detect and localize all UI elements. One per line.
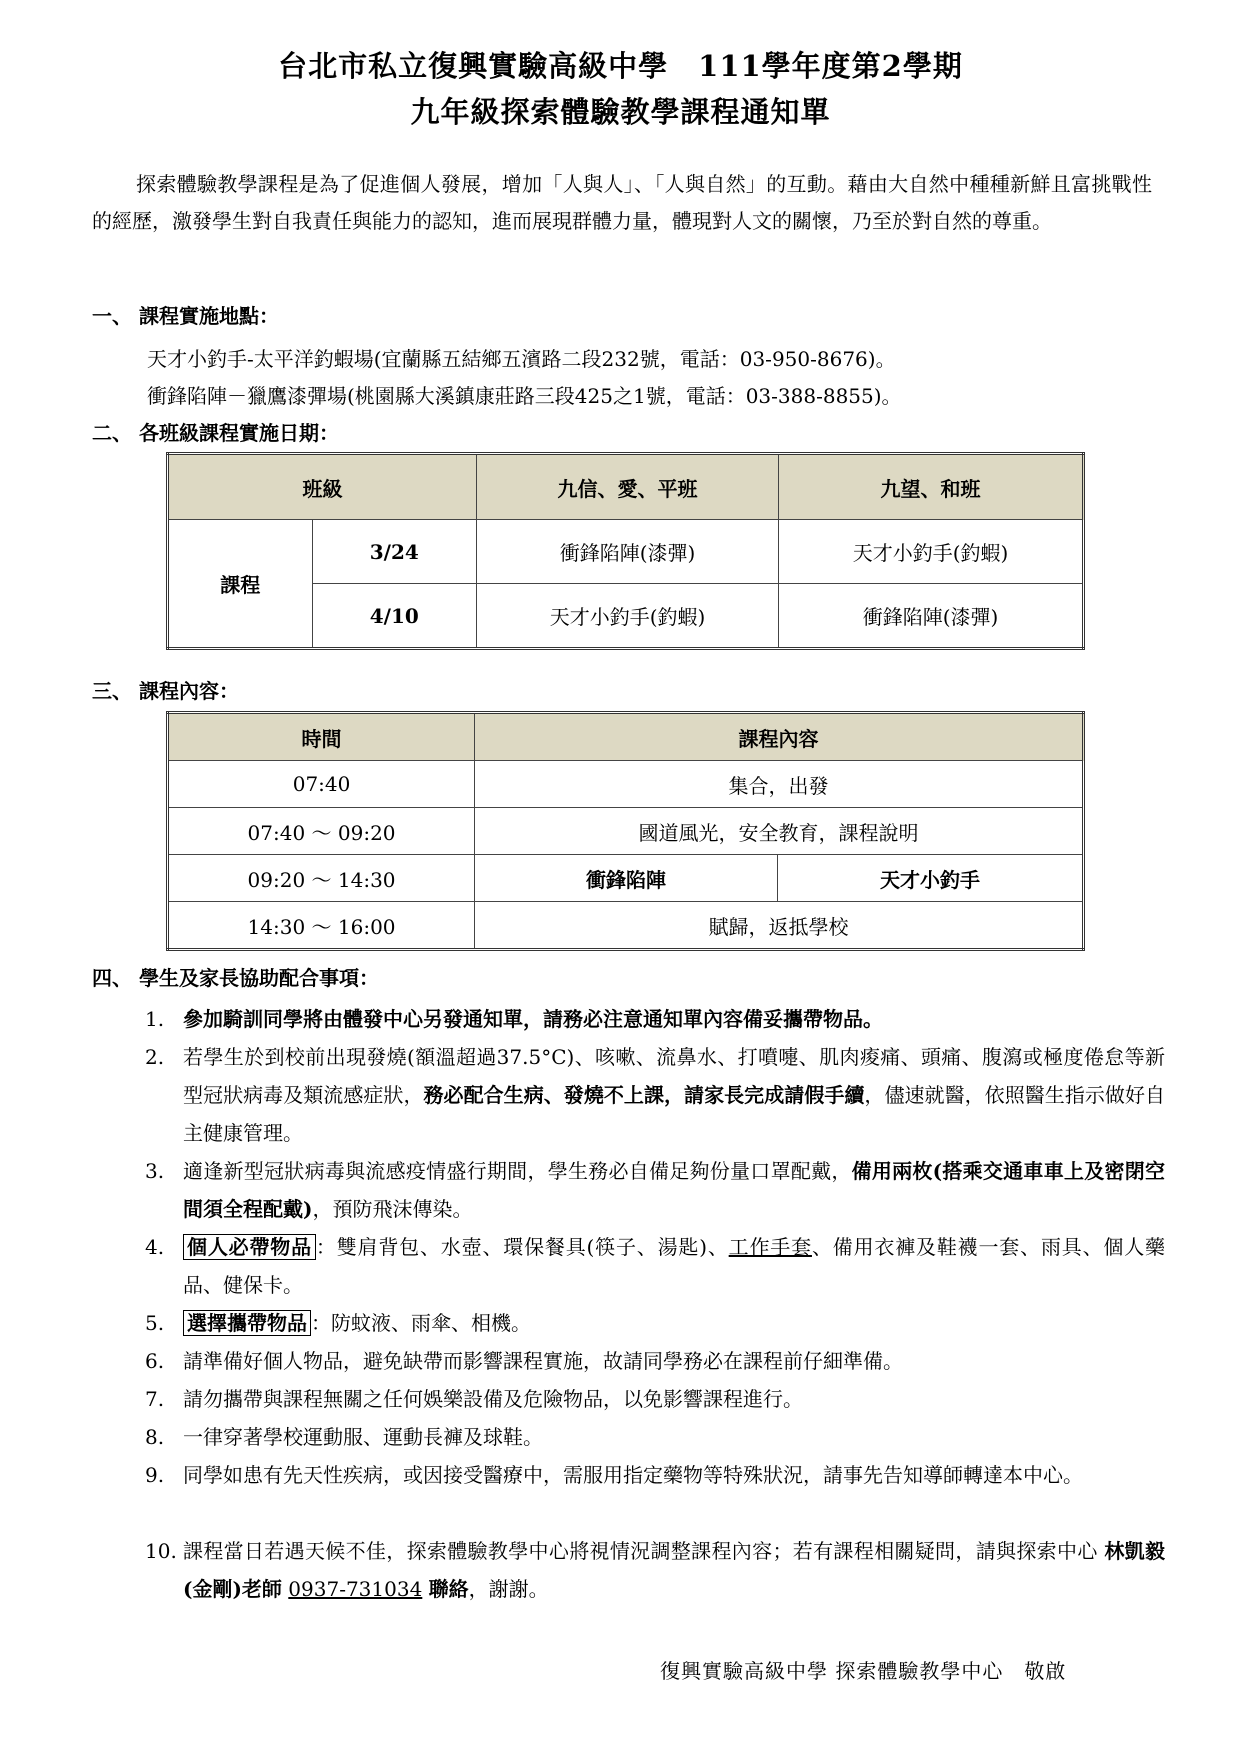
list-item: 9. 同學如患有先天性疾病，或因接受醫療中，需服用指定藥物等特殊狀況，請事先告知導師轉達本中心。 bbox=[145, 1463, 1083, 1487]
list-item: 6. 請準備好個人物品，避免缺帶而影響課程實施，故請同學務必在課程前仔細準備。 bbox=[145, 1349, 903, 1373]
title-line-1: 台北市私立復興實驗高級中學 111學年度第2學期 bbox=[278, 49, 963, 83]
activity-cell: 天才小釣手(釣蝦) bbox=[477, 584, 779, 649]
list-item: 5. 選擇攜帶物品 ：防蚊液、雨傘、相機。 bbox=[145, 1311, 531, 1335]
section-3-heading: 三、 課程內容： bbox=[92, 679, 239, 703]
table-row bbox=[168, 808, 1084, 855]
activity-cell: 衝鋒陷陣(漆彈) bbox=[477, 520, 779, 584]
date-cell: 4/10 bbox=[312, 584, 477, 649]
time-cell: 14:30 ～ 16:00 bbox=[168, 902, 475, 950]
row-label-course: 課程 bbox=[168, 520, 313, 649]
table-row bbox=[168, 520, 1084, 584]
date-cell: 3/24 bbox=[312, 520, 477, 584]
list-item: 2. 若學生於到校前出現發燒(額溫超過37.5°C)、咳嗽、流鼻水、打噴嚏、肌肉痠痛、頭痛、腹瀉或極度倦怠等新型冠狀病毒及類流感症狀，務必配合生病、發燒不上課，請家長完成請假手續，儘速就醫，依照醫生指示做好自主健康管理。 bbox=[145, 1045, 1166, 1145]
time-cell: 07:40 bbox=[168, 761, 475, 808]
header-time: 時間 bbox=[168, 713, 475, 761]
activity-cell: 天才小釣手(釣蝦) bbox=[779, 520, 1084, 584]
optional-items-label: 選擇攜帶物品 bbox=[183, 1310, 311, 1336]
table-row bbox=[168, 855, 1084, 902]
list-item: 3. 適逢新型冠狀病毒與流感疫情盛行期間，學生務必自備足夠份量口罩配戴，備用兩枚(搭乘交通車車上及密閉空間須全程配戴)，預防飛沫傳染。 bbox=[145, 1159, 1166, 1221]
list-item: 8. 一律穿著學校運動服、運動長褲及球鞋。 bbox=[145, 1425, 543, 1449]
list-item: 1. 參加騎訓同學將由體發中心另發通知單，請務必注意通知單內容備妥攜帶物品。 bbox=[145, 1007, 883, 1031]
header-content: 課程內容 bbox=[475, 713, 1084, 761]
location-line-1: 天才小釣手-太平洋釣蝦場(宜蘭縣五結鄉五濱路二段232號，電話：03-950-8676)。 bbox=[147, 347, 896, 371]
schedule-table bbox=[166, 452, 1085, 650]
section-4-heading: 四、 學生及家長協助配合事項： bbox=[92, 966, 379, 990]
time-cell: 07:40 ～ 09:20 bbox=[168, 808, 475, 855]
section-1-heading: 一、 課程實施地點： bbox=[92, 304, 279, 328]
list-item: 4. 個人必帶物品 ：雙肩背包、水壺、環保餐具(筷子、湯匙)、工作手套、備用衣褲及鞋襪一套、雨具、個人藥品、健保卡。 bbox=[145, 1235, 1166, 1297]
header-group-b: 九望、和班 bbox=[779, 454, 1084, 520]
header-class: 班級 bbox=[168, 454, 477, 520]
time-cell: 09:20 ～ 14:30 bbox=[168, 855, 475, 902]
title-line-2: 九年級探索體驗教學課程通知單 bbox=[410, 95, 831, 129]
intro-paragraph: 探索體驗教學課程是為了促進個人發展，增加「人與人」、「人與自然」的互動。藉由大自然中種種新鮮且富挑戰性的經歷，激發學生對自我責任與能力的認知，進而展現群體力量，體現對人文的關懷，乃至於對自然的尊重。 bbox=[92, 172, 1152, 233]
contact-teacher: 林凱毅(金剛)老師 bbox=[183, 1539, 1166, 1601]
header-group-a: 九信、愛、平班 bbox=[477, 454, 779, 520]
content-cell: 賦歸，返抵學校 bbox=[475, 902, 1084, 950]
section-2-heading: 二、 各班級課程實施日期： bbox=[92, 421, 339, 445]
content-cell-b: 天才小釣手 bbox=[778, 855, 1084, 902]
contact-phone: 0937-731034 bbox=[288, 1577, 423, 1601]
signature: 復興實驗高級中學 探索體驗教學中心 敬啟 bbox=[660, 1659, 1067, 1683]
list-item: 7. 請勿攜帶與課程無關之任何娛樂設備及危險物品，以免影響課程進行。 bbox=[145, 1387, 803, 1411]
table-row bbox=[168, 761, 1084, 808]
content-cell: 國道風光，安全教育，課程說明 bbox=[475, 808, 1084, 855]
list-item: 10. 課程當日若遇天候不佳，探索體驗教學中心將視情況調整課程內容；若有課程相關疑問，請與探索中心 林凱毅(金剛)老師 0937-731034 聯絡，謝謝。 bbox=[145, 1539, 1166, 1601]
table-row bbox=[168, 454, 1084, 520]
content-cell: 集合，出發 bbox=[475, 761, 1084, 808]
table-row bbox=[168, 902, 1084, 950]
required-items-label: 個人必帶物品 bbox=[183, 1234, 316, 1260]
content-cell-a: 衝鋒陷陣 bbox=[475, 855, 778, 902]
course-content-table bbox=[166, 711, 1085, 951]
table-row bbox=[168, 713, 1084, 761]
activity-cell: 衝鋒陷陣(漆彈) bbox=[779, 584, 1084, 649]
location-line-2: 衝鋒陷陣－獵鷹漆彈場(桃園縣大溪鎮康莊路三段425之1號，電話：03-388-8855)。 bbox=[147, 384, 902, 408]
